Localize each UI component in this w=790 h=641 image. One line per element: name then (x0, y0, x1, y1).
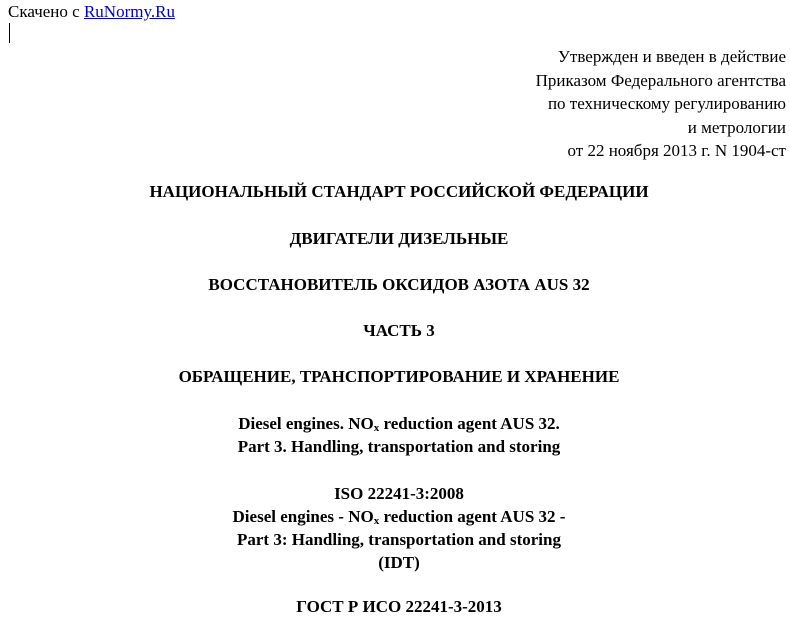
download-prefix: Скачено с (8, 2, 84, 21)
agent-heading: ВОССТАНОВИТЕЛЬ ОКСИДОВ АЗОТА AUS 32 (208, 275, 590, 294)
approval-line: по техническому регулированию (547, 94, 786, 113)
approval-line: Приказом Федерального агентства (535, 70, 786, 90)
download-source-line (8, 2, 175, 22)
iso-identity-marker: (IDT) (378, 553, 420, 572)
approval-block (426, 45, 786, 163)
approval-line: Утвержден и введен в действие (557, 47, 786, 66)
subject-heading: ОБРАЩЕНИЕ, ТРАНСПОРТИРОВАНИЕ И ХРАНЕНИЕ (178, 367, 620, 386)
iso-code: ISO 22241-3:2008 (334, 484, 464, 503)
part-heading: ЧАСТЬ 3 (363, 321, 435, 340)
text-cursor (9, 23, 10, 43)
iso-reference-block (0, 482, 790, 574)
english-title (0, 412, 790, 458)
approval-line: от 22 ноября 2013 г. N 1904-ст (567, 141, 786, 160)
runormy-link[interactable]: RuNormy.Ru (83, 2, 175, 21)
english-title-line-1: Diesel engines. $NO_x$ reduction agent AUS 32. (238, 414, 560, 434)
gost-designation: ГОСТ Р ИСО 22241-3-2013 (296, 597, 502, 616)
iso-title-line-2: Part 3: Handling, transportation and storing (237, 530, 561, 549)
engines-heading: ДВИГАТЕЛИ ДИЗЕЛЬНЫЕ (289, 229, 509, 248)
english-title-line-2: Part 3. Handling, transportation and storing (237, 437, 561, 456)
iso-title-line-1: Diesel engines - $NO_x$ reduction agent AUS 32 - (232, 507, 566, 527)
standard-heading: НАЦИОНАЛЬНЫЙ СТАНДАРТ РОССИЙСКОЙ ФЕДЕРАЦИИ (149, 182, 649, 201)
approval-line: и метрологии (687, 117, 786, 137)
